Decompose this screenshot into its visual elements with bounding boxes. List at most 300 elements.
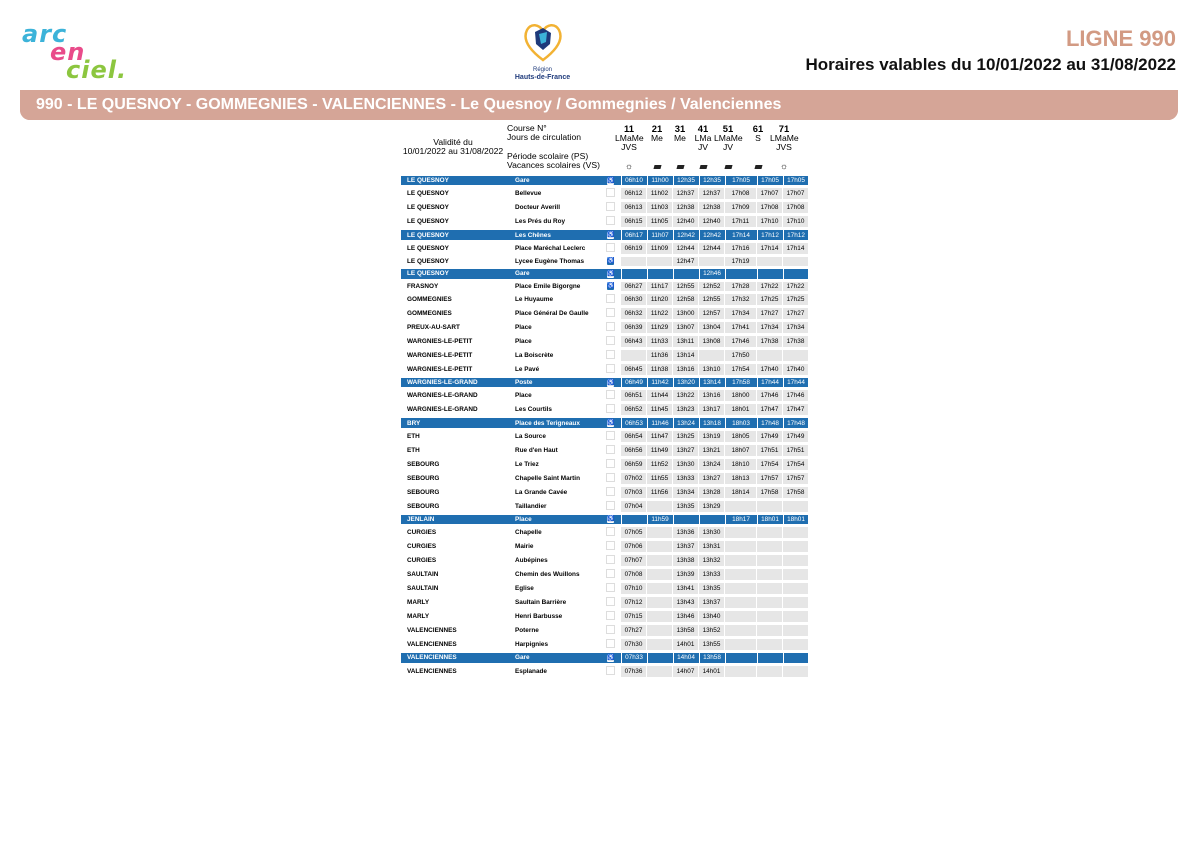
time-cell xyxy=(783,350,808,361)
time-cell: 13h16 xyxy=(699,390,724,401)
time-cell: 06h51 xyxy=(621,390,646,401)
time-cell: 13h35 xyxy=(673,501,698,512)
time-cell: 17h38 xyxy=(783,336,808,347)
time-cell: 11h45 xyxy=(647,404,672,415)
course-days: LMaMe xyxy=(770,133,799,143)
time-cell: 17h54 xyxy=(757,459,782,470)
time-cell: 11h00 xyxy=(647,176,672,185)
time-cell: 13h52 xyxy=(699,625,724,636)
time-cell: 17h27 xyxy=(783,308,808,319)
table-row xyxy=(401,473,808,484)
table-row xyxy=(401,515,808,524)
time-cell: 06h56 xyxy=(621,445,646,456)
time-cell: 17h58 xyxy=(757,487,782,498)
time-cell: 11h29 xyxy=(647,322,672,333)
time-cell: 13h43 xyxy=(673,597,698,608)
time-cell: 13h16 xyxy=(673,364,698,375)
course-days: JV xyxy=(697,142,709,152)
time-cell xyxy=(725,541,756,552)
time-cell: 11h20 xyxy=(647,294,672,305)
time-cell: 17h14 xyxy=(757,243,782,254)
time-cell xyxy=(725,555,756,566)
time-cell: 12h38 xyxy=(699,202,724,213)
table-row xyxy=(401,322,808,333)
timetable xyxy=(401,173,808,680)
stop-cell: La Source xyxy=(509,431,606,442)
time-cell: 17h54 xyxy=(725,364,756,375)
time-cell: 13h55 xyxy=(699,639,724,650)
course-number: 11 xyxy=(624,123,634,134)
time-cell: 12h42 xyxy=(673,230,698,239)
school-period-label: Période scolaire (PS) xyxy=(507,150,589,161)
time-cell: 13h27 xyxy=(699,473,724,484)
time-cell: 11h55 xyxy=(647,473,672,484)
time-cell: 18h10 xyxy=(725,459,756,470)
table-row xyxy=(401,176,808,185)
accessibility-empty-cell xyxy=(606,597,615,608)
time-cell xyxy=(757,350,782,361)
time-cell: 17h14 xyxy=(725,230,756,239)
time-cell: 07h15 xyxy=(621,611,646,622)
accessibility-empty-cell xyxy=(606,611,615,622)
table-row xyxy=(401,308,808,319)
stop-cell: La Grande Cavée xyxy=(509,487,606,498)
time-cell: 13h23 xyxy=(673,404,698,415)
time-cell: 17h05 xyxy=(783,176,808,185)
time-cell: 12h44 xyxy=(699,243,724,254)
time-cell xyxy=(725,569,756,580)
time-cell: 18h05 xyxy=(725,431,756,442)
commune-cell: CURGIES xyxy=(401,527,507,538)
stop-cell: Docteur Averill xyxy=(509,202,606,213)
time-cell xyxy=(783,666,808,677)
time-cell: 13h38 xyxy=(673,555,698,566)
time-cell xyxy=(757,569,782,580)
time-cell: 13h17 xyxy=(699,404,724,415)
time-cell: 18h03 xyxy=(725,418,756,427)
time-cell: 17h54 xyxy=(783,459,808,470)
time-cell: 13h27 xyxy=(673,445,698,456)
time-cell: 06h15 xyxy=(621,216,646,227)
time-cell xyxy=(783,541,808,552)
time-cell: 17h10 xyxy=(757,216,782,227)
table-row xyxy=(401,202,808,213)
time-cell: 17h28 xyxy=(725,282,756,291)
region-label-1: Région xyxy=(532,67,552,73)
time-cell: 17h58 xyxy=(783,487,808,498)
time-cell xyxy=(757,639,782,650)
time-cell: 13h33 xyxy=(699,569,724,580)
time-cell xyxy=(757,527,782,538)
time-cell xyxy=(725,666,756,677)
table-row xyxy=(401,216,808,227)
time-cell: 17h08 xyxy=(757,202,782,213)
commune-cell: ETH xyxy=(401,445,507,456)
commune-cell: WARGNIES-LE-GRAND xyxy=(401,390,507,401)
table-row xyxy=(401,336,808,347)
time-cell: 13h58 xyxy=(673,625,698,636)
time-cell xyxy=(783,583,808,594)
region-label-2: Hauts-de-France xyxy=(514,74,571,81)
commune-cell: WARGNIES-LE-PETIT xyxy=(401,364,507,375)
time-cell: 07h08 xyxy=(621,569,646,580)
table-row xyxy=(401,639,808,650)
accessibility-empty-cell xyxy=(606,487,615,498)
accessibility-empty-cell xyxy=(606,527,615,538)
time-cell: 13h10 xyxy=(699,364,724,375)
stop-cell: Place Emile Bigorgne xyxy=(509,282,606,291)
validity-line-1: Validité du xyxy=(433,137,473,147)
time-cell: 07h07 xyxy=(621,555,646,566)
time-cell xyxy=(783,527,808,538)
time-cell xyxy=(699,257,724,266)
time-cell xyxy=(783,611,808,622)
course-number: 31 xyxy=(674,123,686,134)
time-cell: 07h36 xyxy=(621,666,646,677)
time-cell: 17h57 xyxy=(783,473,808,484)
stop-cell: Poste xyxy=(509,378,606,387)
course-days: S xyxy=(755,133,761,143)
stop-cell: Gare xyxy=(509,653,606,662)
time-cell: 11h02 xyxy=(647,188,672,199)
wheelchair-accessible-icon: ♿ xyxy=(607,283,615,290)
commune-cell: LE QUESNOY xyxy=(401,243,507,254)
accessibility-empty-cell xyxy=(606,473,615,484)
time-cell: 17h49 xyxy=(757,431,782,442)
time-cell: 17h48 xyxy=(783,418,808,427)
accessibility-empty-cell xyxy=(606,216,615,227)
commune-cell: WARGNIES-LE-PETIT xyxy=(401,350,507,361)
time-cell xyxy=(647,611,672,622)
time-cell: 17h48 xyxy=(757,418,782,427)
stop-cell: Place Général De Gaulle xyxy=(509,308,606,319)
accessibility-empty-cell xyxy=(606,501,615,512)
time-cell: 17h12 xyxy=(783,230,808,239)
time-cell: 13h21 xyxy=(699,445,724,456)
time-cell xyxy=(699,515,724,524)
stop-cell: Saultain Barrière xyxy=(509,597,606,608)
time-cell: 17h40 xyxy=(757,364,782,375)
time-cell: 17h57 xyxy=(757,473,782,484)
time-cell: 17h34 xyxy=(757,322,782,333)
accessibility-empty-cell xyxy=(606,459,615,470)
time-cell: 11h44 xyxy=(647,390,672,401)
time-cell: 12h40 xyxy=(673,216,698,227)
time-cell: 13h37 xyxy=(699,597,724,608)
table-row xyxy=(401,583,808,594)
time-cell: 17h07 xyxy=(757,188,782,199)
validity-line-2: 10/01/2022 au 31/08/2022 xyxy=(402,146,504,157)
stop-cell: Le Triez xyxy=(509,459,606,470)
time-cell: 13h22 xyxy=(673,390,698,401)
time-cell xyxy=(725,583,756,594)
time-cell: 12h38 xyxy=(673,202,698,213)
time-cell xyxy=(647,625,672,636)
accessibility-empty-cell xyxy=(606,639,615,650)
time-cell: 13h00 xyxy=(673,308,698,319)
time-cell xyxy=(647,583,672,594)
course-column-header xyxy=(714,124,742,152)
stop-cell: Gare xyxy=(509,269,606,278)
time-cell: 13h33 xyxy=(673,473,698,484)
table-row xyxy=(401,459,808,470)
accessibility-empty-cell xyxy=(606,322,615,333)
course-label: Course N° xyxy=(507,123,547,133)
time-cell xyxy=(647,527,672,538)
course-number: 21 xyxy=(651,123,663,134)
commune-cell: JENLAIN xyxy=(401,515,507,524)
commune-cell: SEBOURG xyxy=(401,473,507,484)
stop-cell: Lycee Eugène Thomas xyxy=(509,257,606,266)
time-cell: 18h01 xyxy=(757,515,782,524)
time-cell: 18h00 xyxy=(725,390,756,401)
region-heart-icon xyxy=(521,20,565,62)
commune-cell: LE QUESNOY xyxy=(401,257,507,266)
table-row xyxy=(401,269,808,278)
time-cell: 17h41 xyxy=(725,322,756,333)
time-cell: 12h35 xyxy=(699,176,724,185)
time-cell: 12h55 xyxy=(699,294,724,305)
time-cell: 13h28 xyxy=(699,487,724,498)
time-cell: 13h32 xyxy=(699,555,724,566)
stop-cell: Chapelle Saint Martin xyxy=(509,473,606,484)
stop-cell: Chapelle xyxy=(509,527,606,538)
stop-cell: Place xyxy=(509,322,606,333)
time-cell: 13h31 xyxy=(699,541,724,552)
table-row xyxy=(401,569,808,580)
accessibility-empty-cell xyxy=(606,294,615,305)
school-book-icon xyxy=(689,162,717,171)
time-cell: 13h40 xyxy=(699,611,724,622)
stop-cell: Place xyxy=(509,336,606,347)
commune-cell: PREUX-AU-SART xyxy=(401,322,507,333)
time-cell: 11h36 xyxy=(647,350,672,361)
time-cell: 11h17 xyxy=(647,282,672,291)
stop-cell: Place xyxy=(509,390,606,401)
time-cell xyxy=(725,625,756,636)
stop-cell: Chemin des Wuillons xyxy=(509,569,606,580)
stop-cell: Le Huyaume xyxy=(509,294,606,305)
time-cell xyxy=(783,257,808,266)
time-cell: 12h58 xyxy=(673,294,698,305)
table-row xyxy=(401,257,808,266)
time-cell: 13h07 xyxy=(673,322,698,333)
time-cell: 13h24 xyxy=(673,418,698,427)
stop-cell: Poterne xyxy=(509,625,606,636)
time-cell: 11h52 xyxy=(647,459,672,470)
time-cell xyxy=(647,597,672,608)
time-cell: 17h10 xyxy=(783,216,808,227)
table-row xyxy=(401,527,808,538)
time-cell xyxy=(757,611,782,622)
region-logo xyxy=(510,20,575,82)
time-cell: 17h34 xyxy=(725,308,756,319)
course-number: 41 xyxy=(697,123,709,134)
table-row xyxy=(401,243,808,254)
time-cell: 17h05 xyxy=(725,176,756,185)
table-row xyxy=(401,294,808,305)
time-cell: 17h09 xyxy=(725,202,756,213)
time-cell: 07h27 xyxy=(621,625,646,636)
table-row xyxy=(401,418,808,427)
time-cell xyxy=(757,257,782,266)
time-cell: 17h46 xyxy=(725,336,756,347)
commune-cell: VALENCIENNES xyxy=(401,653,507,662)
course-column-header xyxy=(744,124,772,143)
time-cell: 14h01 xyxy=(699,666,724,677)
table-row xyxy=(401,653,808,662)
stop-cell: Place Maréchal Leclerc xyxy=(509,243,606,254)
table-row xyxy=(401,487,808,498)
accessibility-empty-cell xyxy=(606,390,615,401)
time-cell: 11h49 xyxy=(647,445,672,456)
time-cell: 17h25 xyxy=(757,294,782,305)
commune-cell: WARGNIES-LE-GRAND xyxy=(401,378,507,387)
time-cell: 17h25 xyxy=(783,294,808,305)
accessibility-empty-cell xyxy=(606,569,615,580)
time-cell xyxy=(725,653,756,662)
commune-cell: LE QUESNOY xyxy=(401,216,507,227)
time-cell: 12h55 xyxy=(673,282,698,291)
time-cell xyxy=(673,515,698,524)
row-labels xyxy=(507,124,600,171)
course-column-header xyxy=(689,124,717,152)
wheelchair-accessible-icon: ♿ xyxy=(607,270,615,277)
time-cell: 06h53 xyxy=(621,418,646,427)
stop-cell: Le Pavé xyxy=(509,364,606,375)
school-holidays-label: Vacances scolaires (VS) xyxy=(507,160,600,171)
time-cell: 07h06 xyxy=(621,541,646,552)
line-title: LIGNE 990 xyxy=(1065,26,1176,51)
validity-dates: Horaires valables du 10/01/2022 au 31/08/2022 xyxy=(805,55,1176,74)
time-cell xyxy=(647,569,672,580)
time-cell xyxy=(725,611,756,622)
time-cell xyxy=(621,257,646,266)
time-cell: 17h46 xyxy=(783,390,808,401)
table-row xyxy=(401,188,808,199)
time-cell xyxy=(673,269,698,278)
accessibility-empty-cell xyxy=(606,555,615,566)
time-cell xyxy=(757,666,782,677)
commune-cell: FRASNOY xyxy=(401,282,507,291)
course-days: LMa xyxy=(694,133,712,143)
time-cell: 12h57 xyxy=(699,308,724,319)
time-cell: 13h11 xyxy=(673,336,698,347)
time-cell: 17h47 xyxy=(757,404,782,415)
stop-cell: Mairie xyxy=(509,541,606,552)
commune-cell: SAULTAIN xyxy=(401,583,507,594)
time-cell: 12h37 xyxy=(699,188,724,199)
stop-cell: Les Courtils xyxy=(509,404,606,415)
time-cell xyxy=(647,653,672,662)
time-cell xyxy=(757,541,782,552)
time-cell: 11h46 xyxy=(647,418,672,427)
time-cell: 17h19 xyxy=(725,257,756,266)
accessibility-empty-cell xyxy=(606,583,615,594)
commune-cell: VALENCIENNES xyxy=(401,625,507,636)
time-cell: 17h44 xyxy=(757,378,782,387)
stop-cell: Henri Barbusse xyxy=(509,611,606,622)
time-cell xyxy=(783,269,808,278)
accessibility-empty-cell xyxy=(606,202,615,213)
accessibility-empty-cell xyxy=(606,336,615,347)
time-cell xyxy=(647,541,672,552)
time-cell: 11h22 xyxy=(647,308,672,319)
accessibility-empty-cell xyxy=(606,445,615,456)
time-cell: 06h49 xyxy=(621,378,646,387)
time-cell: 12h40 xyxy=(699,216,724,227)
course-number: 51 xyxy=(722,123,734,134)
time-cell: 17h12 xyxy=(757,230,782,239)
time-cell: 12h35 xyxy=(673,176,698,185)
time-cell: 06h39 xyxy=(621,322,646,333)
time-cell: 06h13 xyxy=(621,202,646,213)
time-cell: 11h59 xyxy=(647,515,672,524)
time-cell xyxy=(725,527,756,538)
time-cell: 06h30 xyxy=(621,294,646,305)
time-cell: 17h11 xyxy=(725,216,756,227)
logo-word-3: ciel. xyxy=(66,56,128,84)
time-cell: 13h04 xyxy=(699,322,724,333)
table-row xyxy=(401,445,808,456)
stop-cell: Bellevue xyxy=(509,188,606,199)
time-cell: 12h37 xyxy=(673,188,698,199)
accessibility-empty-cell xyxy=(606,364,615,375)
time-cell: 13h58 xyxy=(699,653,724,662)
time-cell: 11h07 xyxy=(647,230,672,239)
wheelchair-accessible-icon: ♿ xyxy=(607,177,615,184)
time-cell: 18h01 xyxy=(725,404,756,415)
time-cell: 13h24 xyxy=(699,459,724,470)
time-cell: 12h44 xyxy=(673,243,698,254)
time-cell: 12h47 xyxy=(673,257,698,266)
time-cell: 13h14 xyxy=(699,378,724,387)
time-cell: 17h38 xyxy=(757,336,782,347)
commune-cell: VALENCIENNES xyxy=(401,666,507,677)
time-cell: 18h17 xyxy=(725,515,756,524)
time-cell: 17h51 xyxy=(783,445,808,456)
time-cell: 13h08 xyxy=(699,336,724,347)
time-cell: 14h01 xyxy=(673,639,698,650)
wheelchair-accessible-icon: ♿ xyxy=(607,379,615,386)
table-row xyxy=(401,390,808,401)
commune-cell: WARGNIES-LE-GRAND xyxy=(401,404,507,415)
accessibility-empty-cell xyxy=(606,188,615,199)
time-cell xyxy=(725,501,756,512)
time-cell: 13h37 xyxy=(673,541,698,552)
stop-cell: Esplanade xyxy=(509,666,606,677)
table-row xyxy=(401,597,808,608)
table-row xyxy=(401,282,808,291)
time-cell xyxy=(647,639,672,650)
time-cell: 06h43 xyxy=(621,336,646,347)
vacation-icon: ☼ xyxy=(624,161,634,171)
time-cell: 11h33 xyxy=(647,336,672,347)
time-cell: 07h02 xyxy=(621,473,646,484)
time-cell: 13h35 xyxy=(699,583,724,594)
commune-cell: ETH xyxy=(401,431,507,442)
time-cell xyxy=(621,350,646,361)
commune-cell: WARGNIES-LE-PETIT xyxy=(401,336,507,347)
accessibility-empty-cell xyxy=(606,666,615,677)
time-cell: 17h44 xyxy=(783,378,808,387)
time-cell: 17h40 xyxy=(783,364,808,375)
commune-cell: GOMMEGNIES xyxy=(401,308,507,319)
time-cell xyxy=(725,269,756,278)
time-cell: 18h13 xyxy=(725,473,756,484)
stop-cell: Place xyxy=(509,515,606,524)
time-cell: 06h52 xyxy=(621,404,646,415)
